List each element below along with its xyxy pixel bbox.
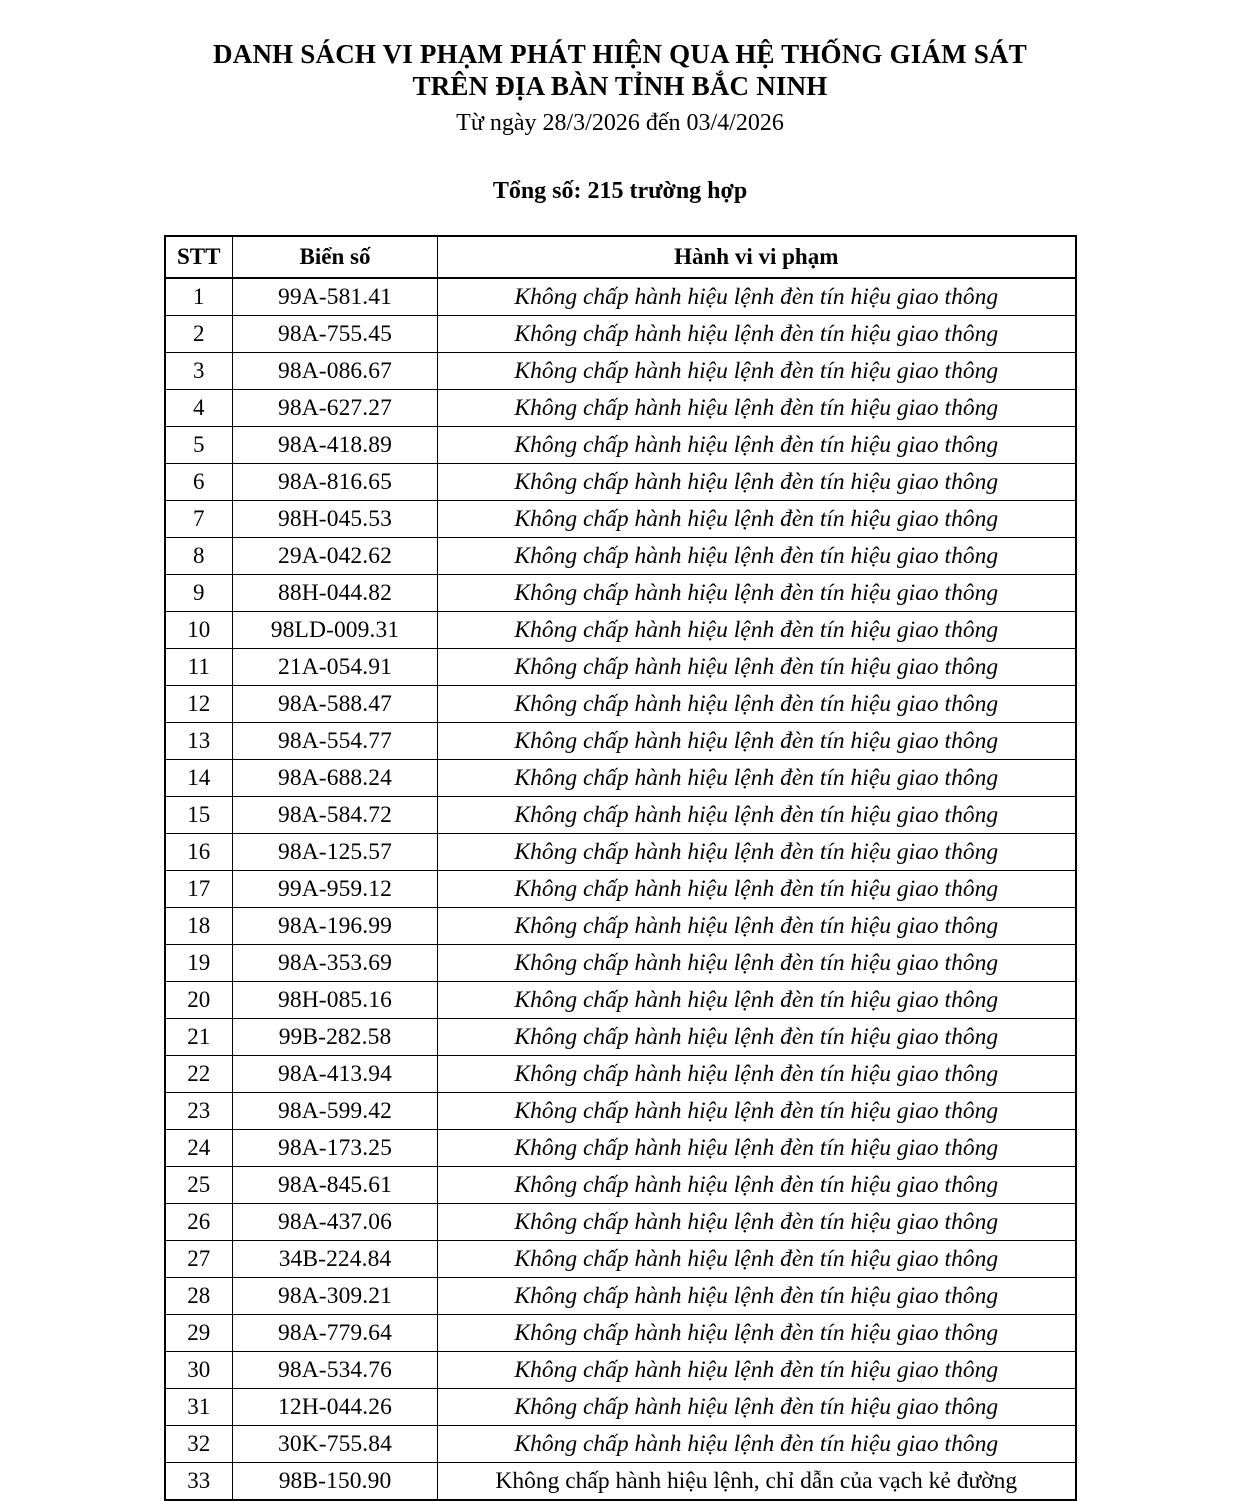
violations-table [164, 235, 1077, 1501]
table-row [165, 649, 1076, 686]
cell-stt: 25 [165, 1167, 233, 1204]
cell-stt: 29 [165, 1315, 233, 1352]
cell-license-plate: 99B-282.58 [233, 1019, 438, 1056]
cell-violation: Không chấp hành hiệu lệnh đèn tín hiệu giao thông [438, 1130, 1076, 1167]
cell-violation: Không chấp hành hiệu lệnh đèn tín hiệu giao thông [438, 1389, 1076, 1426]
cell-license-plate: 98A-437.06 [233, 1204, 438, 1241]
cell-violation: Không chấp hành hiệu lệnh đèn tín hiệu giao thông [438, 834, 1076, 871]
table-row [165, 1315, 1076, 1352]
cell-stt: 33 [165, 1463, 233, 1501]
page-title-line-2: TRÊN ĐỊA BÀN TỈNH BẮC NINH [412, 71, 828, 101]
cell-violation: Không chấp hành hiệu lệnh đèn tín hiệu giao thông [438, 1093, 1076, 1130]
cell-violation: Không chấp hành hiệu lệnh đèn tín hiệu giao thông [438, 1056, 1076, 1093]
column-header-violation: Hành vi vi phạm [438, 236, 1076, 278]
cell-violation: Không chấp hành hiệu lệnh đèn tín hiệu giao thông [438, 575, 1076, 612]
document-header [0, 0, 1240, 138]
cell-license-plate: 98A-816.65 [233, 464, 438, 501]
cell-stt: 1 [165, 278, 233, 316]
cell-stt: 24 [165, 1130, 233, 1167]
cell-stt: 16 [165, 834, 233, 871]
cell-stt: 28 [165, 1278, 233, 1315]
cell-stt: 11 [165, 649, 233, 686]
cell-license-plate: 98A-627.27 [233, 390, 438, 427]
table-row [165, 427, 1076, 464]
cell-violation: Không chấp hành hiệu lệnh đèn tín hiệu giao thông [438, 871, 1076, 908]
cell-license-plate: 98H-085.16 [233, 982, 438, 1019]
cell-stt: 15 [165, 797, 233, 834]
total-count-label: Tổng số: 215 trường hợp [492, 178, 748, 204]
cell-license-plate: 98A-588.47 [233, 686, 438, 723]
cell-violation: Không chấp hành hiệu lệnh đèn tín hiệu giao thông [438, 760, 1076, 797]
cell-violation: Không chấp hành hiệu lệnh đèn tín hiệu giao thông [438, 612, 1076, 649]
cell-violation: Không chấp hành hiệu lệnh đèn tín hiệu giao thông [438, 501, 1076, 538]
column-header-stt: STT [165, 236, 233, 278]
table-row [165, 1204, 1076, 1241]
cell-license-plate: 34B-224.84 [233, 1241, 438, 1278]
cell-license-plate: 98A-309.21 [233, 1278, 438, 1315]
table-row [165, 612, 1076, 649]
cell-stt: 2 [165, 316, 233, 353]
table-row [165, 871, 1076, 908]
cell-license-plate: 99A-959.12 [233, 871, 438, 908]
cell-stt: 21 [165, 1019, 233, 1056]
cell-license-plate: 98A-413.94 [233, 1056, 438, 1093]
cell-violation: Không chấp hành hiệu lệnh, chỉ dẫn của vạch kẻ đường [438, 1463, 1076, 1501]
cell-stt: 12 [165, 686, 233, 723]
cell-stt: 32 [165, 1426, 233, 1463]
cell-license-plate: 98A-196.99 [233, 908, 438, 945]
column-header-plate: Biển số [233, 236, 438, 278]
cell-stt: 8 [165, 538, 233, 575]
cell-license-plate: 98A-418.89 [233, 427, 438, 464]
table-row [165, 1056, 1076, 1093]
cell-violation: Không chấp hành hiệu lệnh đèn tín hiệu giao thông [438, 427, 1076, 464]
cell-violation: Không chấp hành hiệu lệnh đèn tín hiệu giao thông [438, 1241, 1076, 1278]
cell-license-plate: 21A-054.91 [233, 649, 438, 686]
table-row [165, 1389, 1076, 1426]
cell-license-plate: 98A-845.61 [233, 1167, 438, 1204]
table-row [165, 1278, 1076, 1315]
cell-violation: Không chấp hành hiệu lệnh đèn tín hiệu giao thông [438, 390, 1076, 427]
cell-violation: Không chấp hành hiệu lệnh đèn tín hiệu giao thông [438, 982, 1076, 1019]
cell-violation: Không chấp hành hiệu lệnh đèn tín hiệu giao thông [438, 1204, 1076, 1241]
cell-violation: Không chấp hành hiệu lệnh đèn tín hiệu giao thông [438, 797, 1076, 834]
cell-stt: 20 [165, 982, 233, 1019]
table-row [165, 353, 1076, 390]
cell-license-plate: 98H-045.53 [233, 501, 438, 538]
cell-license-plate: 98A-688.24 [233, 760, 438, 797]
cell-violation: Không chấp hành hiệu lệnh đèn tín hiệu giao thông [438, 686, 1076, 723]
cell-violation: Không chấp hành hiệu lệnh đèn tín hiệu giao thông [438, 1167, 1076, 1204]
cell-violation: Không chấp hành hiệu lệnh đèn tín hiệu giao thông [438, 723, 1076, 760]
table-row [165, 464, 1076, 501]
cell-license-plate: 99A-581.41 [233, 278, 438, 316]
cell-violation: Không chấp hành hiệu lệnh đèn tín hiệu giao thông [438, 278, 1076, 316]
page-title-line-1: DANH SÁCH VI PHẠM PHÁT HIỆN QUA HỆ THỐNG GIÁM SÁT [213, 39, 1027, 69]
cell-stt: 18 [165, 908, 233, 945]
table-row [165, 1093, 1076, 1130]
cell-license-plate: 98LD-009.31 [233, 612, 438, 649]
cell-license-plate: 98A-599.42 [233, 1093, 438, 1130]
cell-license-plate: 98A-554.77 [233, 723, 438, 760]
cell-license-plate: 98A-125.57 [233, 834, 438, 871]
cell-violation: Không chấp hành hiệu lệnh đèn tín hiệu giao thông [438, 649, 1076, 686]
cell-stt: 9 [165, 575, 233, 612]
table-row [165, 1019, 1076, 1056]
cell-violation: Không chấp hành hiệu lệnh đèn tín hiệu giao thông [438, 316, 1076, 353]
table-row [165, 501, 1076, 538]
cell-violation: Không chấp hành hiệu lệnh đèn tín hiệu giao thông [438, 353, 1076, 390]
cell-stt: 14 [165, 760, 233, 797]
table-row [165, 797, 1076, 834]
table-row [165, 834, 1076, 871]
cell-violation: Không chấp hành hiệu lệnh đèn tín hiệu giao thông [438, 1315, 1076, 1352]
table-body [165, 278, 1076, 1500]
cell-license-plate: 98A-173.25 [233, 1130, 438, 1167]
cell-violation: Không chấp hành hiệu lệnh đèn tín hiệu giao thông [438, 464, 1076, 501]
date-range-subtitle: Từ ngày 28/3/2026 đến 03/4/2026 [456, 110, 784, 136]
cell-license-plate: 30K-755.84 [233, 1426, 438, 1463]
cell-license-plate: 98A-779.64 [233, 1315, 438, 1352]
cell-stt: 6 [165, 464, 233, 501]
cell-stt: 27 [165, 1241, 233, 1278]
cell-stt: 30 [165, 1352, 233, 1389]
cell-license-plate: 88H-044.82 [233, 575, 438, 612]
table-row [165, 1241, 1076, 1278]
cell-violation: Không chấp hành hiệu lệnh đèn tín hiệu giao thông [438, 1278, 1076, 1315]
cell-stt: 17 [165, 871, 233, 908]
cell-violation: Không chấp hành hiệu lệnh đèn tín hiệu giao thông [438, 1352, 1076, 1389]
cell-violation: Không chấp hành hiệu lệnh đèn tín hiệu giao thông [438, 1019, 1076, 1056]
table-row [165, 1463, 1076, 1501]
table-row [165, 723, 1076, 760]
table-row [165, 982, 1076, 1019]
cell-license-plate: 12H-044.26 [233, 1389, 438, 1426]
cell-license-plate: 98A-353.69 [233, 945, 438, 982]
cell-license-plate: 98B-150.90 [233, 1463, 438, 1501]
cell-violation: Không chấp hành hiệu lệnh đèn tín hiệu giao thông [438, 538, 1076, 575]
table-row [165, 575, 1076, 612]
cell-violation: Không chấp hành hiệu lệnh đèn tín hiệu giao thông [438, 1426, 1076, 1463]
table-header [165, 236, 1076, 278]
cell-stt: 31 [165, 1389, 233, 1426]
cell-license-plate: 98A-534.76 [233, 1352, 438, 1389]
table-header-row [165, 236, 1076, 278]
cell-stt: 4 [165, 390, 233, 427]
cell-stt: 26 [165, 1204, 233, 1241]
cell-stt: 10 [165, 612, 233, 649]
table-row [165, 538, 1076, 575]
table-row [165, 1426, 1076, 1463]
table-row [165, 686, 1076, 723]
cell-stt: 5 [165, 427, 233, 464]
cell-violation: Không chấp hành hiệu lệnh đèn tín hiệu giao thông [438, 945, 1076, 982]
violations-table-container [0, 206, 1240, 1501]
cell-violation: Không chấp hành hiệu lệnh đèn tín hiệu giao thông [438, 908, 1076, 945]
cell-stt: 13 [165, 723, 233, 760]
cell-stt: 3 [165, 353, 233, 390]
cell-stt: 23 [165, 1093, 233, 1130]
table-row [165, 760, 1076, 797]
cell-license-plate: 98A-584.72 [233, 797, 438, 834]
table-row [165, 1352, 1076, 1389]
table-row [165, 278, 1076, 316]
cell-stt: 22 [165, 1056, 233, 1093]
cell-license-plate: 29A-042.62 [233, 538, 438, 575]
table-row [165, 908, 1076, 945]
table-row [165, 316, 1076, 353]
table-row [165, 390, 1076, 427]
cell-license-plate: 98A-755.45 [233, 316, 438, 353]
cell-license-plate: 98A-086.67 [233, 353, 438, 390]
cell-stt: 7 [165, 501, 233, 538]
table-row [165, 945, 1076, 982]
cell-stt: 19 [165, 945, 233, 982]
table-row [165, 1130, 1076, 1167]
table-row [165, 1167, 1076, 1204]
